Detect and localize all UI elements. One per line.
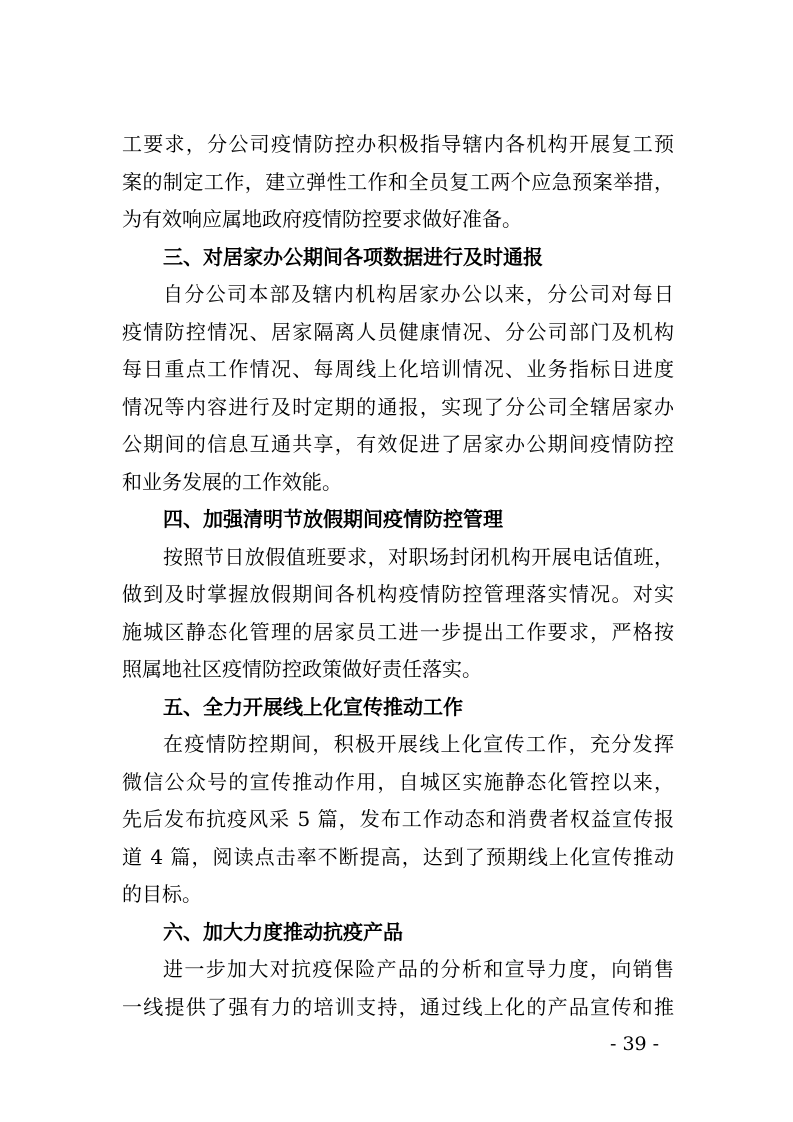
paragraph-line: 一线提供了强有力的培训支持，通过线上化的产品宣传和推 [122,994,674,1019]
paragraph-line: 为有效响应属地政府疫情防控要求做好准备。 [122,207,522,231]
paragraph-line: 疫情防控情况、居家隔离人员健康情况、分公司部门及机构 [122,319,674,344]
paragraph-line: 的目标。 [122,882,202,906]
document-body [122,126,674,1026]
paragraph-line: 照属地社区疫情防控政策做好责任落实。 [122,657,482,681]
paragraph-line: 案的制定工作，建立弹性工作和全员复工两个应急预案举措， [122,169,674,194]
paragraph-line: 微信公众号的宣传推动作用，自城区实施静态化管控以来， [122,769,674,794]
paragraph-line: 工要求，分公司疫情防控办积极指导辖内各机构开展复工预 [122,132,674,156]
paragraph-line: 施城区静态化管理的居家员工进一步提出工作要求，严格按 [122,619,674,644]
paragraph-line: 在疫情防控期间，积极开展线上化宣传工作，充分发挥 [163,732,674,756]
section-heading: 四、加强清明节放假期间疫情防控管理 [163,507,503,531]
paragraph-line: 做到及时掌握放假期间各机构疫情防控管理落实情况。对实 [122,582,674,606]
paragraph-line: 情况等内容进行及时定期的通报，实现了分公司全辖居家办 [122,394,674,419]
paragraph-line: 和业务发展的工作效能。 [122,469,342,494]
paragraph-line: 公期间的信息互通共享，有效促进了居家办公期间疫情防控 [122,432,674,456]
section-heading: 五、全力开展线上化宣传推动工作 [163,694,463,719]
section-heading: 六、加大力度推动抗疫产品 [163,919,403,944]
paragraph-line: 道 4 篇，阅读点击率不断提高，达到了预期线上化宣传推动 [122,844,674,869]
paragraph-line: 进一步加大对抗疫保险产品的分析和宣导力度，向销售 [163,957,674,981]
section-heading: 三、对居家办公期间各项数据进行及时通报 [163,244,543,269]
paragraph-line: 每日重点工作情况、每周线上化培训情况、业务指标日进度 [122,357,674,381]
paragraph-line: 先后发布抗疫风采 5 篇，发布工作动态和消费者权益宣传报 [122,807,674,831]
paragraph-line: 按照节日放假值班要求，对职场封闭机构开展电话值班， [163,544,674,569]
page-number: - 39 - [610,1033,660,1055]
paragraph-line: 自分公司本部及辖内机构居家办公以来，分公司对每日 [163,282,674,306]
